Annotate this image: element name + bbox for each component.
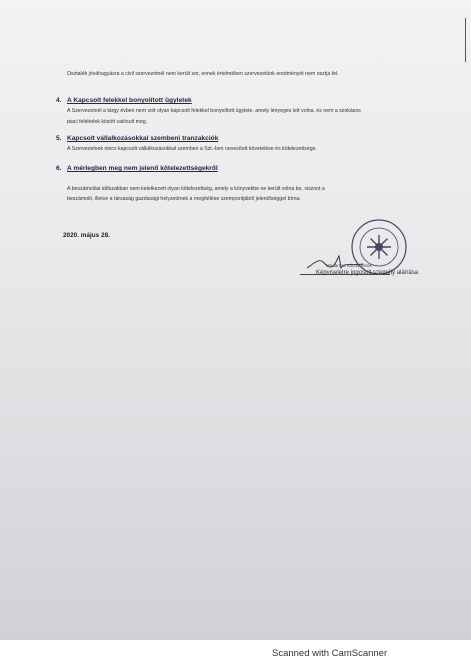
section-6-line-1: A beszámolási időszakban nem keletkezett olyan kötelezettség, amely a könyvekbe ne került volna be, viszont a xyxy=(67,186,325,192)
section-4-number: 4. xyxy=(56,97,62,104)
section-4-title: A Kapcsolt felekkel bonyolított ügyletek xyxy=(67,97,192,104)
signer-role: Képviseletre jogosult személy aláírása xyxy=(316,270,419,276)
section-5-line-1: A Szervezetnek nincs kapcsolt vállalkozásokkal szemben a Szt.-ben nevesített követelése és kötelezettsége. xyxy=(67,146,317,152)
signer-name: Madarász Károly elnök xyxy=(326,263,372,268)
scanner-watermark: Scanned with CamScanner xyxy=(272,648,388,659)
section-5-title: Kapcsolt vállalkozásokkal szembeni tranzakciók xyxy=(67,135,219,142)
document-date: 2020. május 28. xyxy=(63,232,110,239)
section-6-title: A mérlegben meg nem jelenő kötelezettségekről xyxy=(67,165,218,172)
section-4-line-1: A Szervezetnél a tárgy évben nem volt olyan kapcsolt felekkel bonyolított ügylete, amely lényeges lett volna, és nem a szokásos xyxy=(67,108,361,114)
section-5-number: 5. xyxy=(56,135,62,142)
section-4-line-2: piaci feltételek között valósult meg. xyxy=(67,119,148,125)
scan-edge-line xyxy=(465,18,466,62)
section-6-number: 6. xyxy=(56,165,62,172)
intro-text: Osztalék jóváhagyásra a civil szervezetnél nem került sor, ennek értelmében szervezetünk eredményét nem osztja fel. xyxy=(67,71,339,77)
section-6-line-2: beszámoló, illetve a társaság gazdasági helyzetének a megítélése szempontjából jelentőséggel bírna. xyxy=(67,196,301,202)
